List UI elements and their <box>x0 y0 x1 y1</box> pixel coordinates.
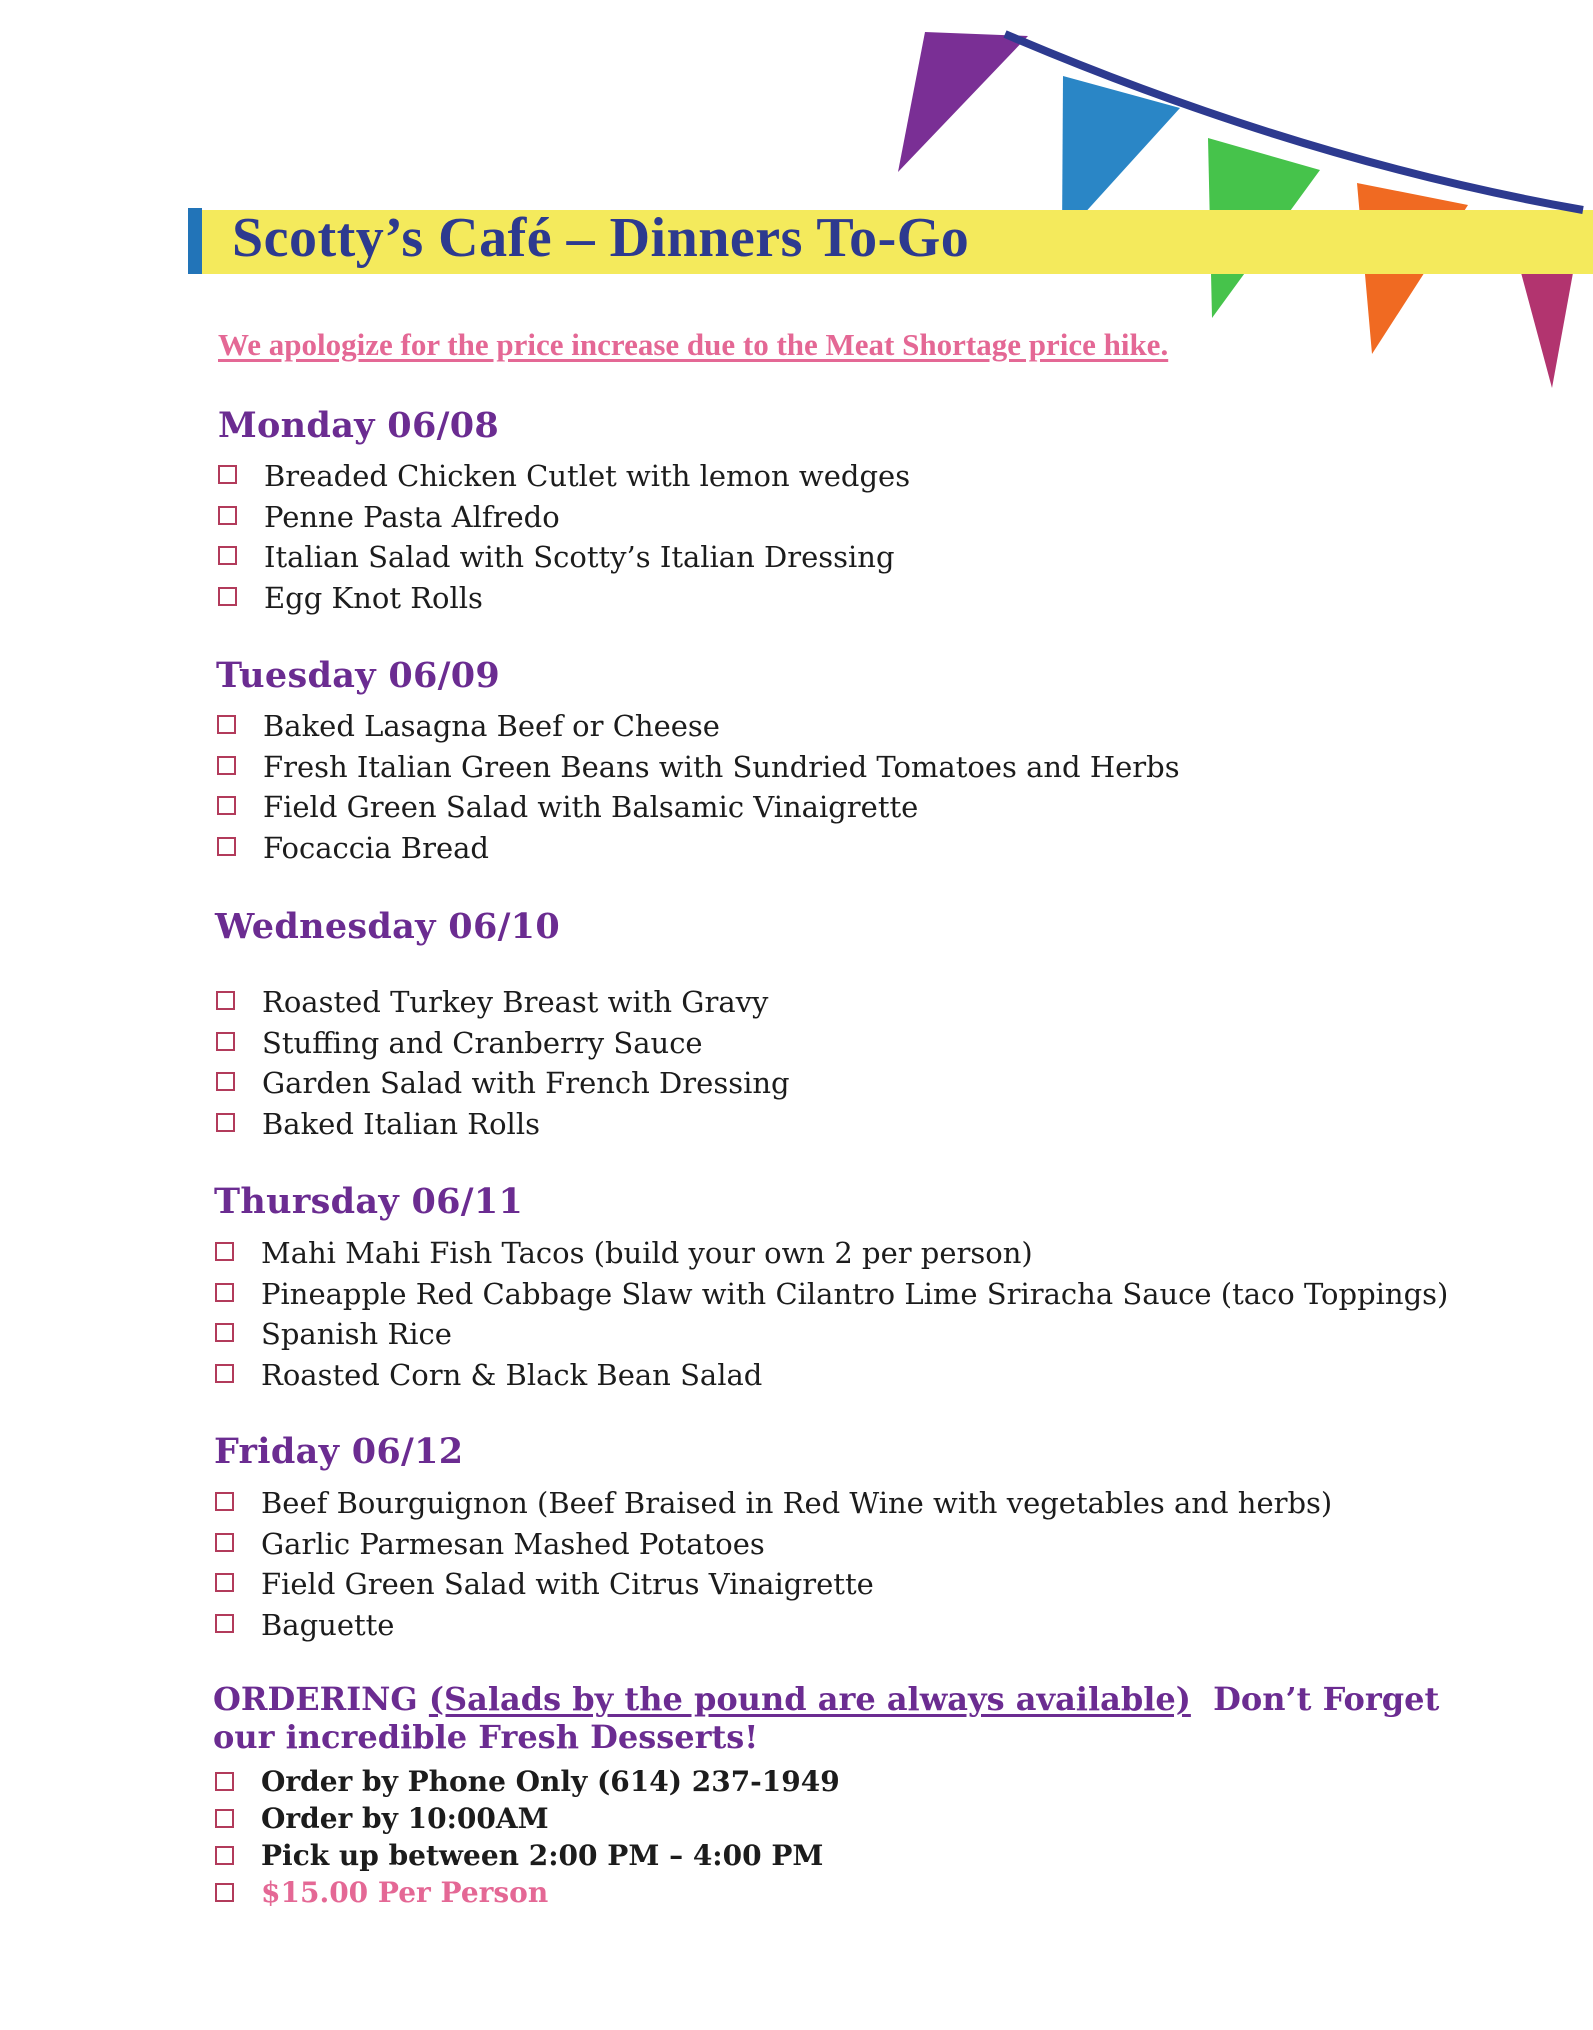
menu-list-wednesday <box>216 982 790 1144</box>
menu-item-label: Penne Pasta Alfredo <box>264 499 560 534</box>
checkbox-icon[interactable] <box>218 465 237 484</box>
menu-item <box>215 1274 1448 1315</box>
page-title: Scotty’s Café – Dinners To-Go <box>232 207 970 269</box>
menu-item <box>216 1063 790 1104</box>
price-per-person: $15.00 Per Person <box>261 1876 549 1909</box>
checkbox-icon[interactable] <box>216 991 235 1010</box>
checkbox-icon[interactable] <box>216 1032 235 1051</box>
menu-item <box>217 787 1180 828</box>
menu-item-label: Fresh Italian Green Beans with Sundried Tomatoes and Herbs <box>263 749 1180 784</box>
menu-item-label: Stuffing and Cranberry Sauce <box>262 1025 703 1060</box>
menu-item-label: Italian Salad with Scotty’s Italian Dressing <box>264 540 895 574</box>
checkbox-icon[interactable] <box>215 1533 234 1552</box>
checkbox-icon[interactable] <box>215 1614 234 1633</box>
checkbox-icon[interactable] <box>215 1364 234 1383</box>
menu-item <box>215 1314 1448 1355</box>
menu-item-label: Baguette <box>261 1607 395 1642</box>
menu-item <box>215 1605 1332 1646</box>
menu-item <box>218 537 910 578</box>
checkbox-icon[interactable] <box>217 796 236 815</box>
day-heading-tuesday: Tuesday 06/09 <box>216 655 501 696</box>
price-apology-note: We apologize for the price increase due to the Meat Shortage price hike. <box>218 327 1169 362</box>
ordering-item-label: Order by Phone Only (614) 237-1949 <box>261 1765 840 1798</box>
checkbox-icon[interactable] <box>216 1113 235 1132</box>
ordering-label: ORDERING <box>213 1680 418 1718</box>
menu-item-label: Field Green Salad with Citrus Vinaigrette <box>261 1567 874 1601</box>
menu-list-thursday <box>215 1233 1448 1395</box>
menu-item <box>215 1233 1448 1274</box>
ordering-item <box>215 1837 840 1874</box>
checkbox-icon[interactable] <box>215 1242 234 1261</box>
menu-item <box>215 1355 1448 1396</box>
menu-list-tuesday <box>217 706 1180 868</box>
menu-item-label: Roasted Corn & Black Bean Salad <box>261 1357 763 1392</box>
checkbox-icon[interactable] <box>215 1846 234 1865</box>
pennant-purple <box>898 32 1028 172</box>
checkbox-icon[interactable] <box>215 1323 234 1342</box>
menu-item-label: Garden Salad with French Dressing <box>262 1066 790 1100</box>
ordering-list <box>215 1763 840 1911</box>
menu-item-label: Focaccia Bread <box>263 830 489 865</box>
checkbox-icon[interactable] <box>215 1883 234 1902</box>
menu-list-friday <box>215 1483 1332 1645</box>
salads-note: (Salads by the pound are always available) <box>428 1680 1191 1718</box>
menu-item-label: Baked Lasagna Beef or Cheese <box>263 709 720 743</box>
menu-item <box>218 456 910 497</box>
title-accent-bar <box>188 208 202 274</box>
ordering-item-price <box>215 1874 840 1911</box>
checkbox-icon[interactable] <box>217 715 236 734</box>
checkbox-icon[interactable] <box>216 1072 235 1091</box>
ordering-item <box>215 1763 840 1800</box>
menu-item-label: Field Green Salad with Balsamic Vinaigrette <box>263 790 919 824</box>
ordering-item-label: Order by 10:00AM <box>261 1802 549 1835</box>
menu-item <box>216 1104 790 1145</box>
menu-item-label: Egg Knot Rolls <box>264 580 483 615</box>
menu-item-label: Beef Bourguignon (Beef Braised in Red Wine with vegetables and herbs) <box>261 1486 1333 1520</box>
menu-item-label: Garlic Parmesan Mashed Potatoes <box>261 1526 765 1561</box>
checkbox-icon[interactable] <box>217 756 236 775</box>
menu-item <box>217 706 1180 747</box>
checkbox-icon[interactable] <box>215 1492 234 1511</box>
ordering-heading <box>213 1680 1443 1756</box>
desserts-note: Don’t Forget our incredible Fresh Desserts! <box>213 1680 1440 1756</box>
menu-item-label: Breaded Chicken Cutlet with lemon wedges <box>264 459 911 493</box>
checkbox-icon[interactable] <box>215 1772 234 1791</box>
ordering-item-label: Pick up between 2:00 PM – 4:00 PM <box>261 1839 824 1872</box>
menu-item <box>217 828 1180 869</box>
day-heading-friday: Friday 06/12 <box>214 1431 464 1472</box>
menu-item <box>215 1564 1332 1605</box>
menu-item <box>217 747 1180 788</box>
checkbox-icon[interactable] <box>215 1573 234 1592</box>
menu-item <box>215 1524 1332 1565</box>
checkbox-icon[interactable] <box>215 1283 234 1302</box>
checkbox-icon[interactable] <box>218 546 237 565</box>
menu-item <box>218 497 910 538</box>
menu-item-label: Pineapple Red Cabbage Slaw with Cilantro Lime Sriracha Sauce (taco Toppings) <box>261 1276 1449 1311</box>
menu-item <box>216 1023 790 1064</box>
checkbox-icon[interactable] <box>217 837 236 856</box>
checkbox-icon[interactable] <box>218 506 237 525</box>
menu-item-label: Baked Italian Rolls <box>262 1106 540 1141</box>
checkbox-icon[interactable] <box>215 1809 234 1828</box>
checkbox-icon[interactable] <box>218 587 237 606</box>
menu-item-label: Spanish Rice <box>261 1317 452 1351</box>
day-heading-thursday: Thursday 06/11 <box>214 1181 524 1222</box>
menu-item-label: Mahi Mahi Fish Tacos (build your own 2 per person) <box>261 1236 1033 1270</box>
menu-item <box>218 578 910 619</box>
menu-item-label: Roasted Turkey Breast with Gravy <box>262 985 769 1019</box>
menu-list-monday <box>218 456 910 618</box>
day-heading-monday: Monday 06/08 <box>218 405 500 446</box>
menu-item <box>215 1483 1332 1524</box>
day-heading-wednesday: Wednesday 06/10 <box>215 906 560 947</box>
menu-item <box>216 982 790 1023</box>
ordering-item <box>215 1800 840 1837</box>
